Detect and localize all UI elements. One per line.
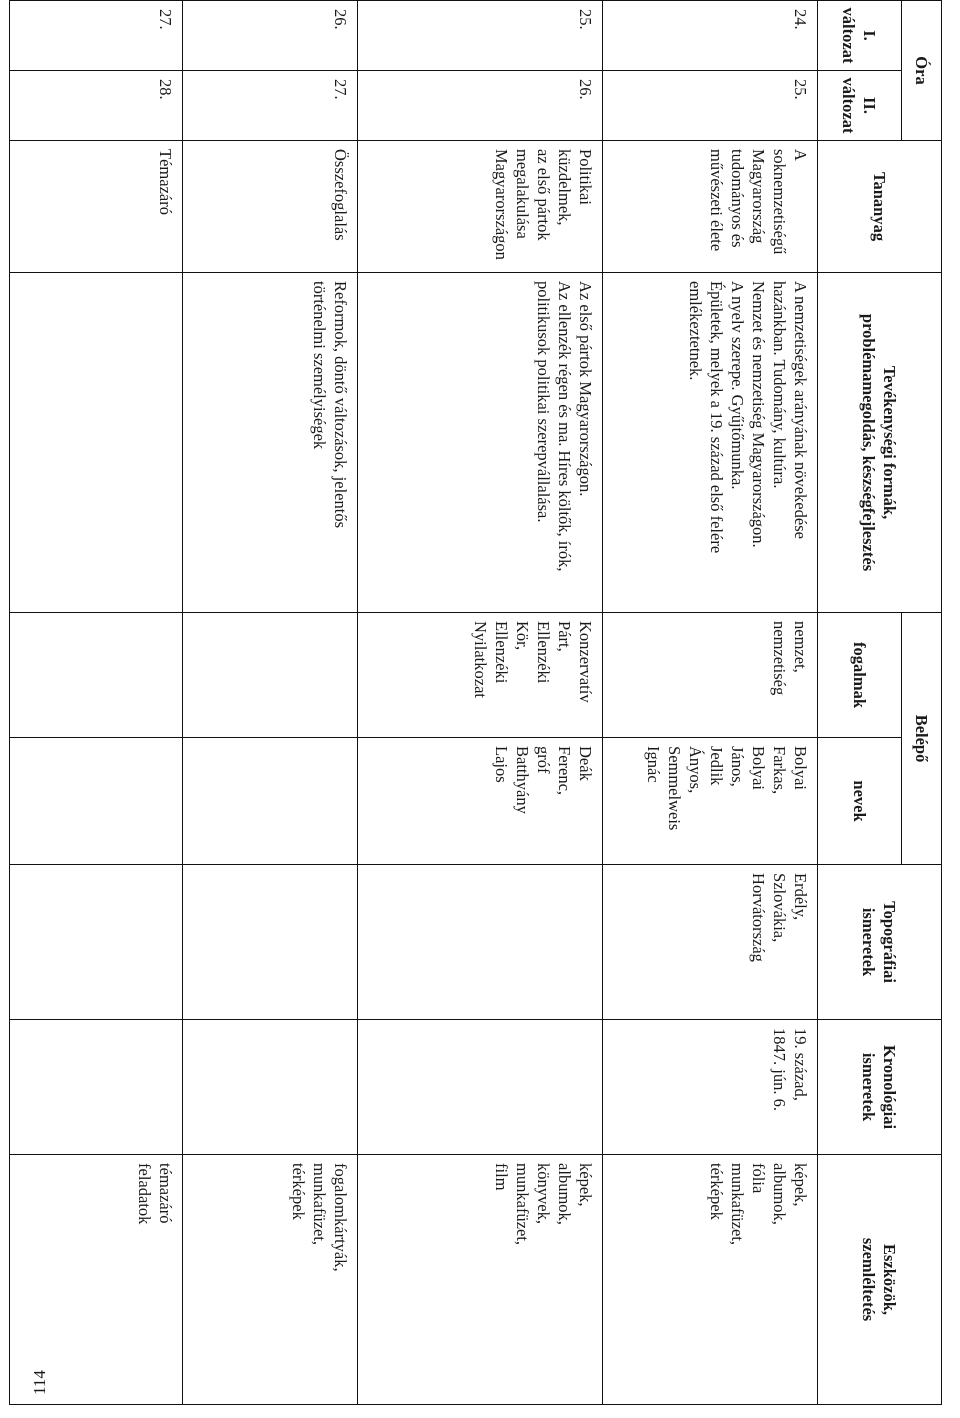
header-variant-2: II. változat [818,71,902,141]
cell-tananyag: Összefoglalás [183,141,358,273]
cell-fogalmak [183,613,358,738]
cell-topografiai [10,865,183,1020]
cell-kronologiai [358,1020,603,1155]
cell-tevekenyseg [10,273,183,613]
page-number: 114 [30,1370,49,1395]
header-nevek: nevek [818,738,902,865]
cell-tevekenyseg: Reformok, döntő változások, jelentős történelmi személyiségek [183,273,358,613]
cell-fogalmak: nemzet, nemzetiség [603,613,818,738]
header-fogalmak: fogalmak [818,613,902,738]
cell-eszkozok: fogalomkártyák, munkafüzet, térképek [183,1155,358,1405]
cell-v1: 24. [603,1,818,71]
curriculum-table [9,0,942,1405]
cell-nevek: Bolyai Farkas, Bolyai János, Jedlik Ányos, Semmelweis Ignác [603,738,818,865]
cell-tananyag: Politikai küzdelmek, az első pártok megalakulása Magyarországon [358,141,603,273]
cell-tananyag: A soknemzetiségű Magyarország tudományos és művészeti élete [603,141,818,273]
cell-tevekenyseg: Az első pártok Magyarországon. Az ellenzék régen és ma. Híres költők, írók, politikusok politikai szerepvállalása. [358,273,603,613]
cell-eszkozok: témazáró feladatok [10,1155,183,1405]
cell-tananyag: Témazáró [10,141,183,273]
cell-tevekenyseg: A nemzetiségek arányának növekedése hazánkban. Tudomány, kultúra. Nemzet és nemzetiség Magyarországon. A nyelv szerepe. Gyűjtőmunka. Épületek, melyek a 19. század első felére emlékeztetnek. [603,273,818,613]
cell-topografiai: Erdély, Szlovákia, Horvátország [603,865,818,1020]
header-ora: Óra [902,1,942,141]
cell-nevek [10,738,183,865]
header-belepo: Belépő [902,613,942,865]
table-row [183,1,358,1405]
header-tananyag: Tananyag [818,141,942,273]
table-row [10,1,183,1405]
cell-nevek: Deák Ferenc, gróf Batthyány Lajos [358,738,603,865]
cell-v2: 25. [603,71,818,141]
table-row [358,1,603,1405]
header-tevekenyseg: Tevékenységi formák, problémamegoldás, készségfejlesztés [818,273,942,613]
header-topografiai: Topográfiai ismeretek [818,865,942,1020]
cell-fogalmak: Konzervatív Párt, Ellenzéki Kör, Ellenzéki Nyilatkozat [358,613,603,738]
cell-v2: 28. [10,71,183,141]
cell-nevek [183,738,358,865]
cell-kronologiai [183,1020,358,1155]
rotated-page [10,0,942,1404]
cell-v1: 27. [10,1,183,71]
cell-kronologiai [10,1020,183,1155]
cell-eszkozok: képek, albumok, fólia munkafüzet, térképek [603,1155,818,1405]
header-variant-1: I. változat [818,1,902,71]
cell-topografiai [183,865,358,1020]
cell-v2: 26. [358,71,603,141]
cell-v1: 25. [358,1,603,71]
cell-eszkozok: képek, albumok, könyvek, munkafüzet, film [358,1155,603,1405]
cell-kronologiai: 19. század, 1847. jún. 6. [603,1020,818,1155]
cell-topografiai [358,865,603,1020]
cell-v2: 27. [183,71,358,141]
cell-v1: 26. [183,1,358,71]
header-eszkozok: Eszközök, szemléltetés [818,1155,942,1405]
cell-fogalmak [10,613,183,738]
table-row [603,1,818,1405]
header-kronologiai: Kronológiai ismeretek [818,1020,942,1155]
